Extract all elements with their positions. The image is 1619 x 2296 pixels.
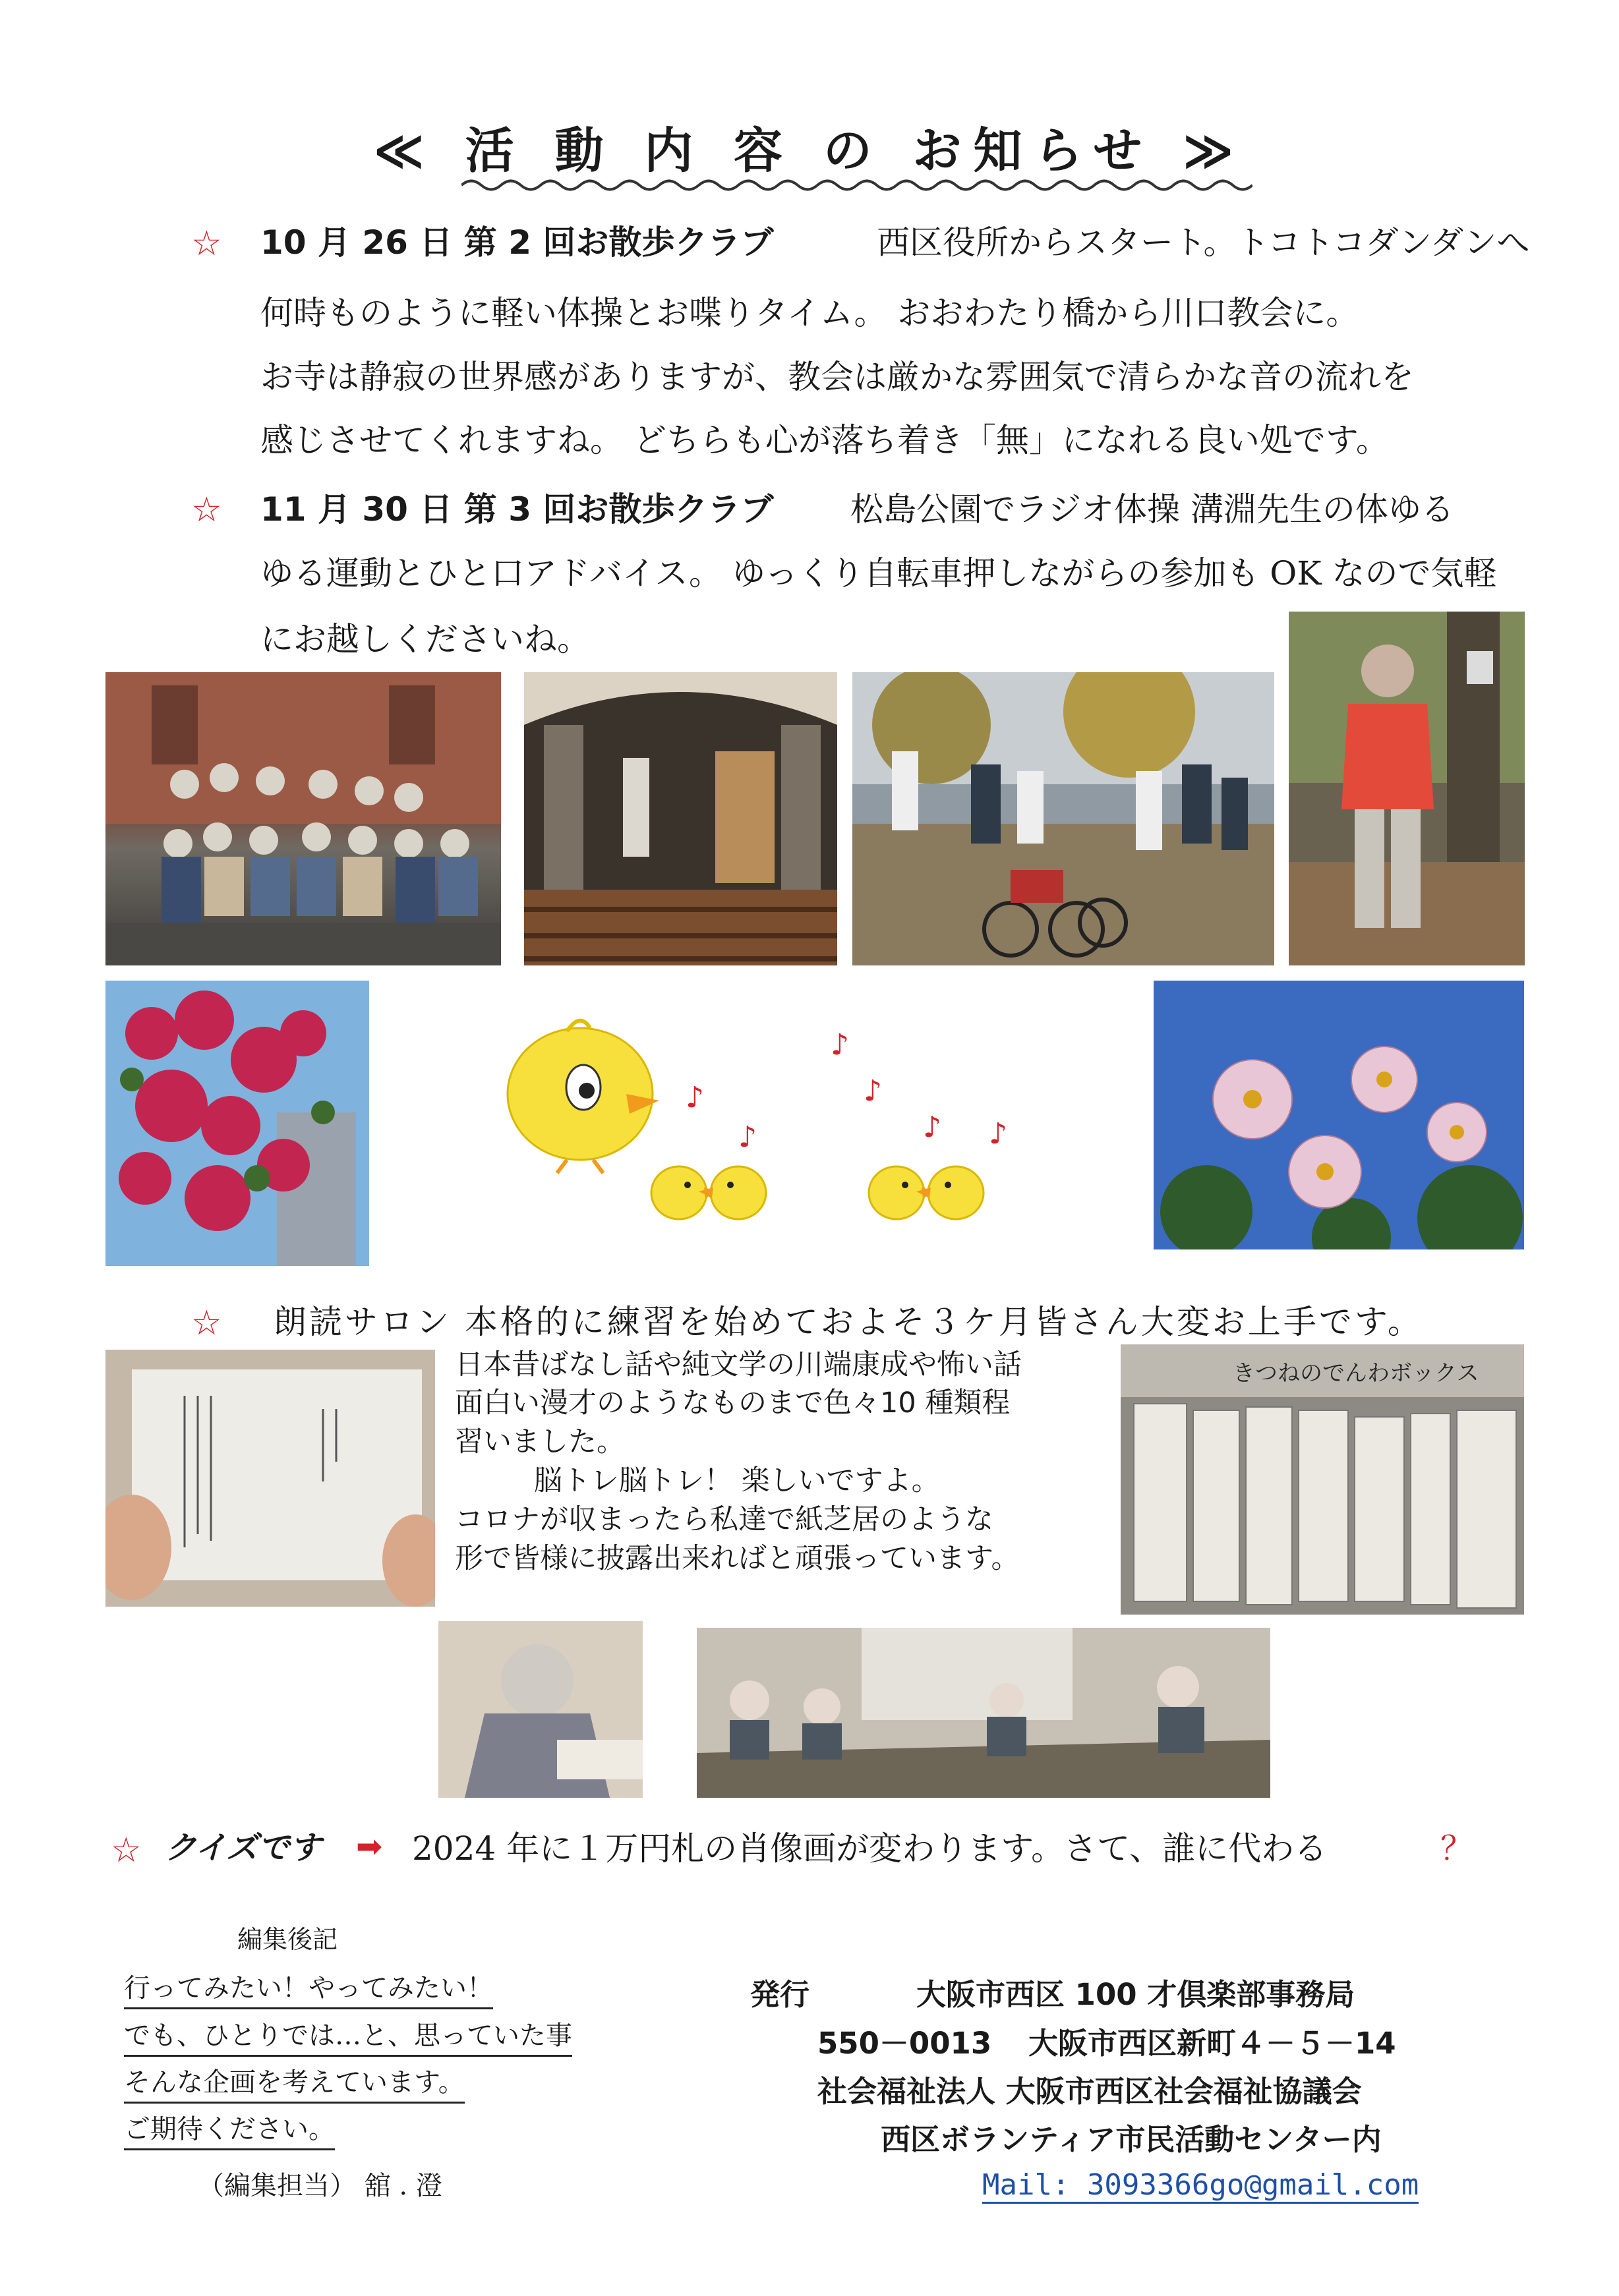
meeting-room-photo: [697, 1628, 1270, 1798]
salon-heading: 朗読サロン 本格的に練習を始めておよそ３ケ月皆さん大変お上手です。: [274, 1303, 1423, 1341]
music-note-icon: ♪: [686, 1081, 705, 1114]
chick-icon: [508, 1021, 659, 1173]
book-box-label: きつねのでんわボックス: [1233, 1360, 1479, 1387]
salon-line: 習いました。: [455, 1425, 625, 1458]
editor-note-line: でも、ひとりでは…と、思っていた事: [124, 2015, 572, 2057]
editor-note-line: そんな企画を考えています。: [124, 2061, 465, 2104]
quiz-question-mark: ？: [1440, 1829, 1473, 1868]
woman-by-tree-photo: [1289, 612, 1525, 965]
chick-icon: [699, 1166, 766, 1219]
page-title: ≪ 活 動 内 容 の お知らせ ≫: [373, 123, 1246, 179]
publisher-corp: 社会福祉法人 大阪市西区社会福祉協議会: [817, 2074, 1362, 2109]
salon-line: 面白い漫才のようなものまで色々10 種類程: [455, 1387, 1011, 1420]
salon-line: 形で皆様に披露出来ればと頑張っています。: [455, 1542, 1020, 1575]
books-photo: [1121, 1344, 1524, 1615]
editor-note-line: ご期待ください。: [124, 2108, 335, 2150]
item1-heading: 10 月 26 日 第 2 回お散歩クラブ: [260, 223, 774, 262]
quiz-text: 2024 年に１万円札の肖像画が変わります。さて、誰に代わる: [412, 1829, 1328, 1868]
publisher-label: 発行: [750, 1977, 810, 2012]
item2-text-inline: 松島公園でラジオ体操 溝淵先生の体ゆる: [850, 490, 1454, 529]
item2-line: にお越しくださいね。: [260, 620, 590, 658]
chick-illustration: [461, 1015, 1042, 1239]
publisher-center: 西区ボランティア市民活動センター内: [881, 2122, 1382, 2157]
publisher-org: 大阪市西区 100 才倶楽部事務局: [916, 1977, 1355, 2012]
item1-line: 感じさせてくれますね。 どちらも心が落ち着き「無」になれる良い処です。: [260, 421, 1389, 459]
star-icon: ☆: [191, 1304, 222, 1343]
star-icon: ☆: [191, 224, 222, 264]
item1-line: 何時ものように軽い体操とお喋りタイム。 おおわたり橋から川口教会に。: [260, 294, 1359, 332]
church-interior-photo: [524, 672, 837, 965]
park-exercise-photo: [852, 672, 1274, 965]
editor-note-title: 編集後記: [237, 1925, 338, 1954]
star-icon: ☆: [191, 490, 222, 530]
item2-line: ゆる運動とひと口アドバイス。 ゆっくり自転車押しながらの参加も OK なので気軽: [260, 554, 1497, 592]
music-note-icon: ♪: [923, 1110, 942, 1144]
music-note-icon: ♪: [864, 1074, 883, 1108]
item1-line: お寺は静寂の世界感がありますが、教会は厳かな雰囲気で清らかな音の流れを: [260, 358, 1414, 396]
bougainvillea-photo: [105, 981, 369, 1266]
salon-line: 日本昔ばなし話や純文学の川端康成や怖い話: [455, 1348, 1022, 1381]
chick-icon: [916, 1166, 984, 1219]
salon-line: 脳トレ脳トレ！ 楽しいですよ。: [534, 1464, 940, 1497]
music-note-icon: ♪: [738, 1120, 757, 1154]
group-photo-church: [105, 672, 501, 965]
reader-photo: [438, 1621, 643, 1798]
publisher-address: 大阪市西区新町４－５－14: [1028, 2026, 1396, 2061]
title-underline: [461, 177, 1252, 194]
quiz-label: クイズです: [165, 1829, 322, 1866]
arrow-icon: ➡: [356, 1828, 383, 1865]
item1-text-inline: 西区役所からスタート。トコトコダンダンへ: [877, 223, 1530, 262]
item2-heading: 11 月 30 日 第 3 回お散歩クラブ: [260, 490, 774, 529]
editor-signature: （編集担当） 舘 . 澄: [198, 2171, 442, 2201]
publisher-postal: 550－0013: [817, 2026, 992, 2061]
dahlia-photo: [1154, 981, 1524, 1249]
music-note-icon: ♪: [989, 1117, 1008, 1151]
salon-line: コロナが収まったら私達で紙芝居のような: [455, 1503, 993, 1536]
reading-script-photo: [105, 1350, 435, 1607]
publisher-mail-link[interactable]: Mail: 3093366go@gmail.com: [982, 2168, 1419, 2204]
editor-note-line: 行ってみたい！やってみたい！: [124, 1967, 493, 2009]
star-icon: ☆: [111, 1831, 142, 1870]
music-note-icon: ♪: [831, 1028, 850, 1062]
